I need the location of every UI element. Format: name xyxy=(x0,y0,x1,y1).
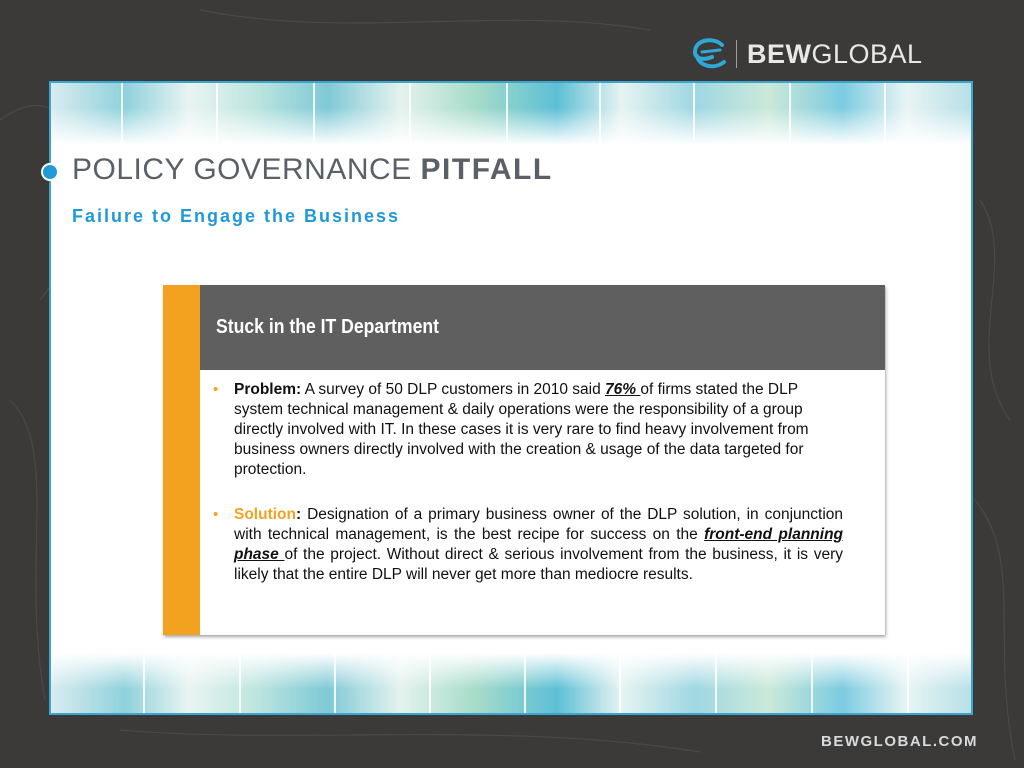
logo-divider xyxy=(736,40,737,68)
problem-bullet xyxy=(213,380,843,480)
problem-highlight: 76% xyxy=(605,381,641,398)
logo-wordmark xyxy=(747,39,923,70)
card-body xyxy=(213,380,843,585)
slide-title-bold: PITFALL xyxy=(420,153,553,186)
problem-text-before: A survey of 50 DLP customers in 2010 said xyxy=(301,381,606,398)
bullet-marker: • xyxy=(213,506,219,523)
bullet-marker: • xyxy=(213,381,219,398)
problem-label: Problem: xyxy=(234,381,302,398)
card-header xyxy=(200,285,885,370)
slide-subtitle: Failure to Engage the Business xyxy=(72,206,401,226)
solution-text-before: Designation of a primary business owner of the DLP solution, in conjunction with technical management, is the best recipe for success on the xyxy=(234,506,843,543)
problem-text-after: of firms stated the DLP system technical management & daily operations were the responsibility of a group directly involved with IT. In these cases it is very rare to find heavy involvement from business owners directly involved with the creation & usage of the data targeted for protection. xyxy=(234,381,809,478)
bottom-decorative-band xyxy=(51,653,971,713)
card-heading: Stuck in the IT Department xyxy=(216,316,439,338)
solution-colon: : xyxy=(296,506,302,523)
top-decorative-band xyxy=(51,83,971,145)
title-bullet-dot xyxy=(41,163,59,181)
logo-wordmark-light: GLOBAL xyxy=(811,38,923,69)
solution-label: Solution xyxy=(234,506,296,523)
footer-website-url: BEWGLOBAL.COM xyxy=(821,733,978,750)
logo-wordmark-bold: BEW xyxy=(747,38,812,69)
slide-title-normal: POLICY GOVERNANCE xyxy=(72,153,412,186)
content-card xyxy=(163,285,885,635)
solution-bullet xyxy=(213,505,843,585)
solution-text-after: of the project. Without direct & serious involvement from the business, it is very likely that the entire DLP will never get more than mediocre results. xyxy=(234,546,843,583)
bewglobal-logo xyxy=(690,36,923,72)
card-accent-bar xyxy=(163,285,200,635)
solution-highlight: front-end planning phase xyxy=(234,526,844,563)
slide-title xyxy=(72,153,553,187)
bewglobal-logo-icon xyxy=(690,36,730,72)
